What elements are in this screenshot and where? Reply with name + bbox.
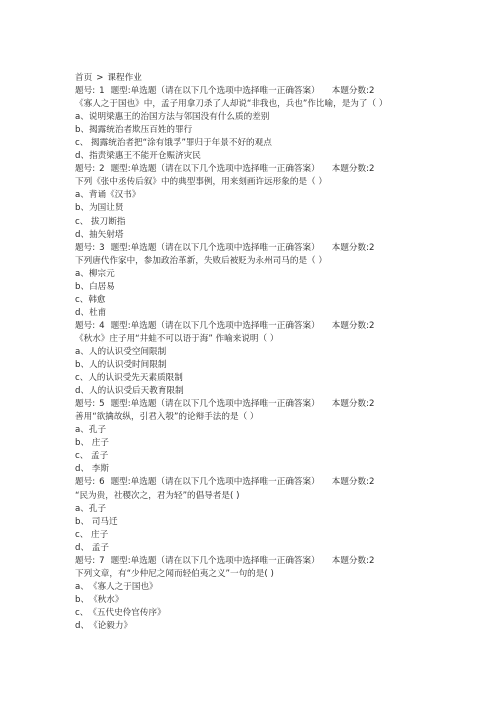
question-label: 题号: xyxy=(75,164,96,175)
option-text: 人的认识受时间限制 xyxy=(89,360,167,371)
breadcrumb-current: 课程作业 xyxy=(107,73,142,83)
option-text: 《寡人之于国也》 xyxy=(88,581,158,592)
answer-option[interactable] xyxy=(75,229,485,242)
question-block xyxy=(75,555,485,633)
question-number: 6 xyxy=(99,477,105,488)
option-letter: a、 xyxy=(75,268,89,279)
answer-option[interactable] xyxy=(75,281,485,294)
option-text: 说明梁惠王的治国方法与邻国没有什么质的差别 xyxy=(88,112,270,123)
option-text: 抽矢射塔 xyxy=(89,229,124,240)
question-type: 题型:单选题（请在以下几个选项中选择唯一正确答案） xyxy=(110,242,320,253)
question-header xyxy=(75,398,485,411)
option-text: 庄子 xyxy=(89,438,109,449)
breadcrumb-separator: > xyxy=(96,73,104,83)
option-letter: a、 xyxy=(75,425,89,436)
question-stem: 下列文章，有“少仲尼之闻而轻伯夷之义”一句的是( ) xyxy=(75,568,274,579)
question-block xyxy=(75,242,485,320)
option-letter: d、 xyxy=(75,386,90,397)
question-type: 题型:单选题（请在以下几个选项中选择唯一正确答案） xyxy=(110,555,320,566)
question-stem: 《秋水》庄子用“井蛙不可以语于海” 作喻来说明（ ） xyxy=(75,333,279,344)
option-letter: d、 xyxy=(75,620,90,631)
question-stem: 下列唐代作家中，参加政治革新，失败后被贬为永州司马的是（ ） xyxy=(75,255,327,266)
question-type: 题型:单选题（请在以下几个选项中选择唯一正确答案） xyxy=(110,86,320,97)
option-text: 孟子 xyxy=(89,542,109,553)
question-score: 本题分数:2 xyxy=(331,164,375,175)
answer-option[interactable] xyxy=(75,385,485,398)
option-text: 揭露统治者把“涂有饿孚”罪归于年景不好的观点 xyxy=(88,138,272,149)
answer-option[interactable] xyxy=(75,216,485,229)
question-number: 1 xyxy=(99,86,105,97)
answer-option[interactable] xyxy=(75,307,485,320)
option-letter: a、 xyxy=(75,346,89,357)
option-letter: b、 xyxy=(75,516,90,527)
question-type: 题型:单选题（请在以下几个选项中选择唯一正确答案） xyxy=(110,164,320,175)
answer-option[interactable] xyxy=(75,529,485,542)
answer-option[interactable] xyxy=(75,581,485,594)
question-block xyxy=(75,163,485,241)
question-stem: 《寡人之于国也》中，孟子用拿刀杀了人却说“非我也，兵也”作比喻，是为了（ ） xyxy=(75,99,388,110)
option-text: 人的认识受先天素质限制 xyxy=(88,373,183,384)
option-letter: b、 xyxy=(75,594,90,605)
answer-option[interactable] xyxy=(75,463,485,476)
answer-option[interactable] xyxy=(75,111,485,124)
option-letter: c、 xyxy=(75,294,89,305)
option-letter: d、 xyxy=(75,229,90,240)
option-letter: d、 xyxy=(75,151,90,162)
homework-page xyxy=(75,72,485,633)
option-letter: c、 xyxy=(75,138,89,149)
question-block xyxy=(75,85,485,163)
option-letter: d、 xyxy=(75,464,90,475)
option-text: 李斯 xyxy=(89,464,109,475)
option-text: 孟子 xyxy=(88,451,109,462)
option-text: 为国让贤 xyxy=(89,203,124,214)
option-letter: a、 xyxy=(75,112,89,123)
option-text: 拔刀断指 xyxy=(88,216,126,227)
question-label: 题号: xyxy=(75,320,96,331)
question-label: 题号: xyxy=(75,86,96,97)
option-text: 杜甫 xyxy=(89,307,107,318)
breadcrumb xyxy=(75,72,485,85)
question-type: 题型:单选题（请在以下几个选项中选择唯一正确答案） xyxy=(110,399,320,410)
option-text: 白居易 xyxy=(89,281,115,292)
option-letter: c、 xyxy=(75,373,89,384)
option-letter: b、 xyxy=(75,281,90,292)
option-text: 庄子 xyxy=(88,529,109,540)
option-letter: a、 xyxy=(75,581,89,592)
answer-option[interactable] xyxy=(75,607,485,620)
question-block xyxy=(75,398,485,476)
option-text: 孔子 xyxy=(88,503,107,514)
answer-option[interactable] xyxy=(75,437,485,450)
question-score: 本题分数:2 xyxy=(331,477,375,488)
option-text: 指责梁惠王不能开仓赈济灾民 xyxy=(89,151,201,162)
question-score: 本题分数:2 xyxy=(331,320,375,331)
breadcrumb-home-link[interactable]: 首页 xyxy=(75,73,93,83)
option-letter: d、 xyxy=(75,307,90,318)
question-type: 题型:单选题（请在以下几个选项中选择唯一正确答案） xyxy=(110,320,320,331)
question-number: 7 xyxy=(99,555,105,566)
question-score: 本题分数:2 xyxy=(331,86,375,97)
question-type: 题型:单选题（请在以下几个选项中选择唯一正确答案） xyxy=(110,477,320,488)
question-number: 4 xyxy=(99,320,105,331)
answer-option[interactable] xyxy=(75,150,485,163)
option-letter: d、 xyxy=(75,542,90,553)
option-letter: a、 xyxy=(75,503,89,514)
answer-option[interactable] xyxy=(75,137,485,150)
answer-option[interactable] xyxy=(75,268,485,281)
answer-option[interactable] xyxy=(75,516,485,529)
option-letter: b、 xyxy=(75,360,90,371)
answer-option[interactable] xyxy=(75,450,485,463)
question-header xyxy=(75,320,485,333)
answer-option[interactable] xyxy=(75,124,485,137)
option-text: 韩愈 xyxy=(88,294,106,305)
option-text: 人的认识受后天教育限制 xyxy=(89,386,184,397)
option-text: 背诵《汉书》 xyxy=(88,190,141,201)
option-text: 司马迁 xyxy=(89,516,118,527)
question-score: 本题分数:2 xyxy=(331,399,375,410)
question-header xyxy=(75,163,485,176)
answer-option[interactable] xyxy=(75,359,485,372)
question-label: 题号: xyxy=(75,399,96,410)
answer-option[interactable] xyxy=(75,594,485,607)
option-text: 《五代史伶官传序》 xyxy=(88,607,166,618)
option-letter: b、 xyxy=(75,203,90,214)
option-text: 揭露统治者欺压百姓的罪行 xyxy=(89,125,193,136)
answer-option[interactable] xyxy=(75,372,485,385)
answer-option[interactable] xyxy=(75,542,485,555)
question-number: 5 xyxy=(99,399,105,410)
answer-option[interactable] xyxy=(75,503,485,516)
answer-option[interactable] xyxy=(75,189,485,202)
answer-option[interactable] xyxy=(75,620,485,633)
question-header xyxy=(75,85,485,98)
question-number: 3 xyxy=(99,242,105,253)
question-header xyxy=(75,555,485,568)
question-label: 题号: xyxy=(75,242,96,253)
question-header xyxy=(75,242,485,255)
question-header xyxy=(75,476,485,489)
option-letter: b、 xyxy=(75,125,90,136)
question-label: 题号: xyxy=(75,555,96,566)
question-stem: 善用“欲擒故纵，引君入彀”的论辩手法的是（ ） xyxy=(75,412,259,423)
question-label: 题号: xyxy=(75,477,96,488)
question-stem: “民为贵，社稷次之，君为轻”的倡导者是( ) xyxy=(75,490,240,501)
question-block xyxy=(75,476,485,554)
option-text: 《论毅力》 xyxy=(89,620,133,631)
answer-option[interactable] xyxy=(75,346,485,359)
answer-option[interactable] xyxy=(75,424,485,437)
option-letter: a、 xyxy=(75,190,89,201)
option-text: 人的认识受空间限制 xyxy=(88,346,167,357)
answer-option[interactable] xyxy=(75,202,485,215)
option-letter: c、 xyxy=(75,529,89,540)
question-score: 本题分数:2 xyxy=(331,242,375,253)
option-text: 孔子 xyxy=(88,425,107,436)
answer-option[interactable] xyxy=(75,294,485,307)
option-letter: c、 xyxy=(75,451,89,462)
option-letter: b、 xyxy=(75,438,90,449)
question-number: 2 xyxy=(99,164,105,175)
option-letter: c、 xyxy=(75,216,89,227)
option-text: 《秋水》 xyxy=(89,594,124,605)
question-score: 本题分数:2 xyxy=(331,555,375,566)
question-block xyxy=(75,320,485,398)
question-stem: 下列《张中丞传后叙》中的典型事例，用来刻画许远形象的是（ ） xyxy=(75,177,327,188)
option-letter: c、 xyxy=(75,607,89,618)
question-list xyxy=(75,85,485,633)
option-text: 柳宗元 xyxy=(88,268,115,279)
